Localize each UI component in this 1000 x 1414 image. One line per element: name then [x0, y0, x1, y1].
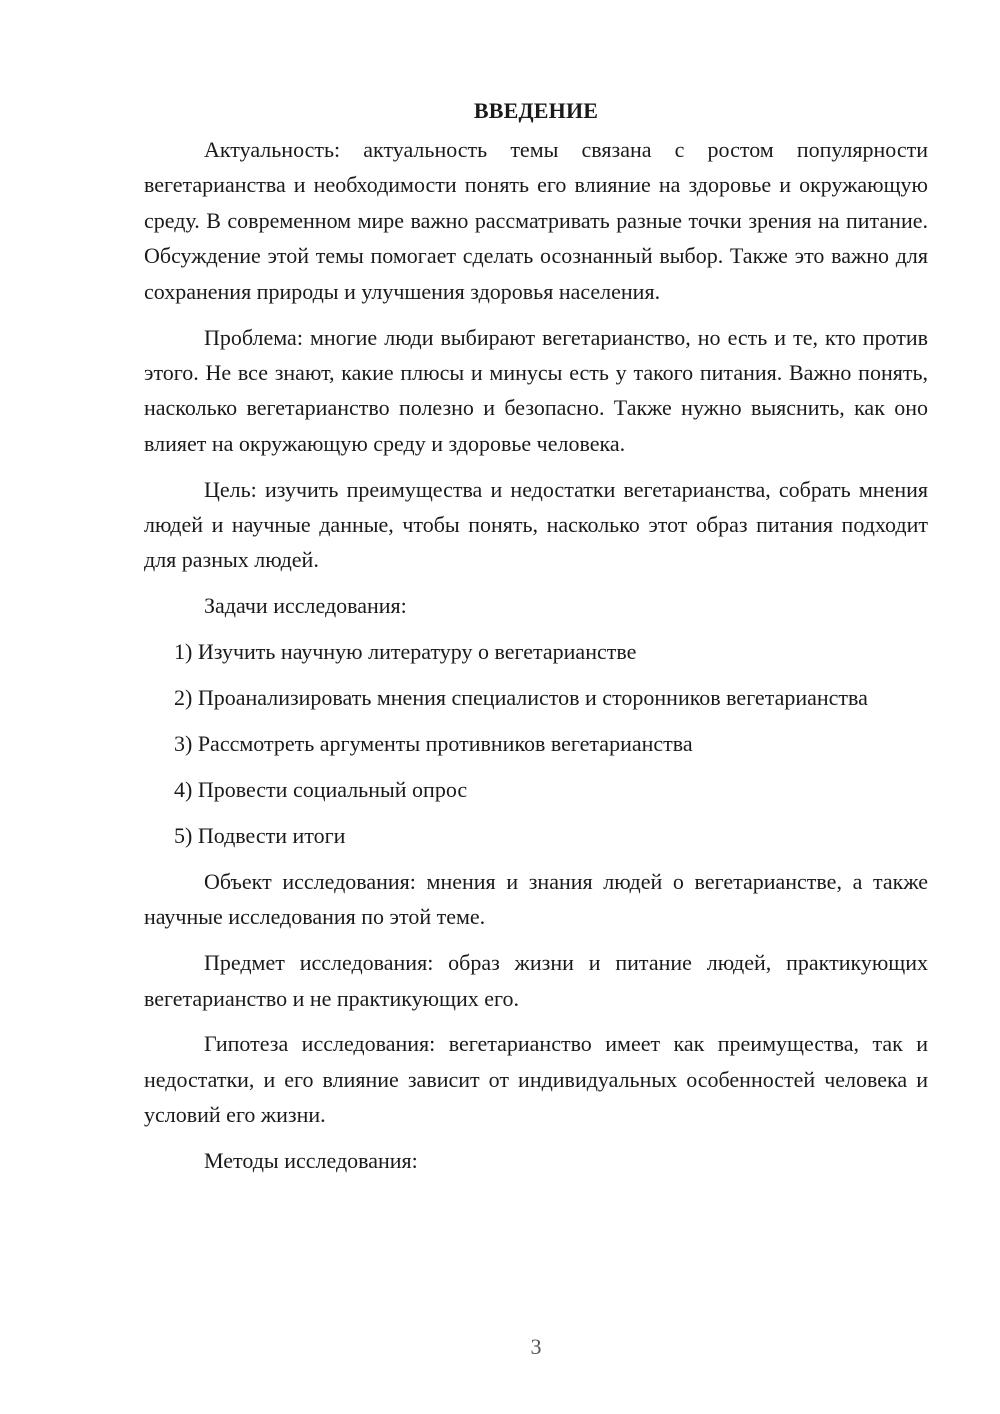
paragraph-tasks-heading: Задачи исследования:: [204, 593, 407, 619]
task-item-1: 1) Изучить научную литературу о вегетарианстве: [174, 639, 637, 665]
paragraph-problem: Проблема: многие люди выбирают вегетарианство, но есть и те, кто против этого. Не все знают, какие плюсы и минусы есть у такого питания. Важно понять, насколько вегетарианство полезно и безопасно. Также нужно выяснить, как оно влияет на окружающую среду и здоровье человека.: [144, 324, 928, 456]
paragraph-goal: Цель: изучить преимущества и недостатки вегетарианства, собрать мнения людей и научные данные, чтобы понять, насколько этот образ питания подходит для разных людей.: [144, 476, 928, 573]
section-title: ВВЕДЕНИЕ: [473, 98, 599, 123]
paragraph-methods: Методы исследования:: [204, 1148, 418, 1174]
task-item-3: 3) Рассмотреть аргументы противников вегетарианства: [174, 731, 693, 757]
paragraph-hypothesis: Гипотеза исследования: вегетарианство имеет как преимущества, так и недостатки, и его влияние зависит от индивидуальных особенностей человека и условий его жизни.: [144, 1031, 928, 1128]
document-page: [144, 96, 928, 1189]
paragraph-relevance: Актуальность: актуальность темы связана с ростом популярности вегетарианства и необходимости понять его влияние на здоровье и окружающую среду. В современном мире важно рассматривать разные точки зрения на питание. Обсуждение этой темы помогает сделать осознанный выбор. Также это важно для сохранения природы и улучшения здоровья населения.: [144, 137, 928, 304]
paragraph-subject: Предмет исследования: образ жизни и питание людей, практикующих вегетарианство и не практикующих его.: [144, 950, 928, 1011]
page-number: 3: [530, 1334, 542, 1359]
paragraph-object: Объект исследования: мнения и знания людей о вегетарианстве, а также научные исследования по этой теме.: [144, 868, 928, 930]
task-item-2: 2) Проанализировать мнения специалистов и сторонников вегетарианства: [174, 685, 868, 711]
task-item-4: 4) Провести социальный опрос: [174, 777, 468, 802]
task-item-5: 5) Подвести итоги: [174, 822, 346, 848]
